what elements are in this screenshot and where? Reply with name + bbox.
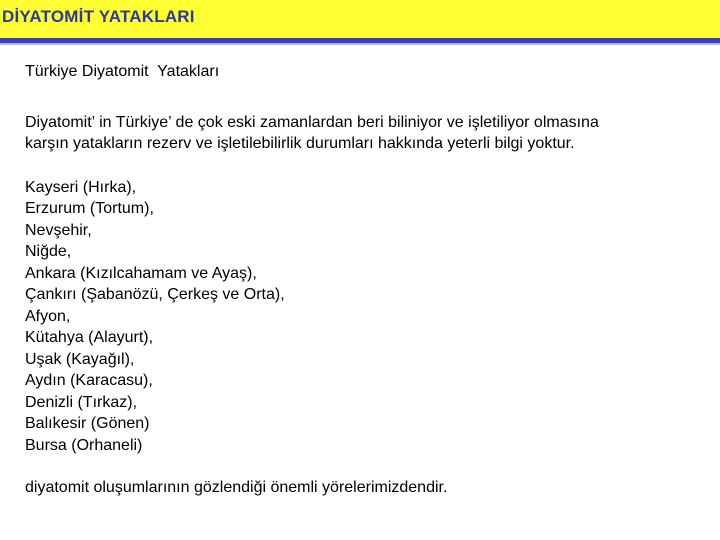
location-item: Denizli (Tırkaz), — [25, 393, 138, 411]
location-item: Niğde, — [25, 243, 72, 260]
location-item: Çankırı (Şabanözü, Çerkeş ve Orta), — [25, 286, 285, 303]
location-item: Erzurum (Tortum), — [25, 200, 154, 217]
location-item: Uşak (Kayağıl), — [25, 350, 135, 368]
section-subtitle: Türkiye Diyatomit Yatakları — [25, 63, 220, 80]
location-list — [25, 177, 705, 457]
intro-paragraph — [25, 112, 705, 155]
slide-content — [25, 61, 705, 499]
conclusion-text: diyatomit oluşumlarının gözlendiği önemli yörelerimizdendir. — [25, 479, 448, 496]
intro-line: karşın yatakların rezerv ve işletilebilirlik durumları hakkında yeterli bilgi yoktur. — [25, 135, 575, 152]
location-item: Aydın (Karacasu), — [25, 372, 153, 389]
title-underline-shadow — [0, 43, 720, 45]
location-item: Bursa (Orhaneli) — [25, 436, 143, 454]
location-item: Ankara (Kızılcahamam ve Ayaş), — [25, 264, 257, 282]
location-item: Afyon, — [25, 307, 71, 325]
slide-title: DİYATOMİT YATAKLARI — [2, 7, 195, 26]
location-item: Balıkesir (Gönen) — [25, 415, 150, 432]
intro-line: Diyatomit’ in Türkiye’ de çok eski zamanlardan beri biliniyor ve işletiliyor olmasına — [25, 113, 599, 131]
location-item: Nevşehir, — [25, 221, 92, 239]
title-bar — [0, 0, 720, 38]
location-item: Kütahya (Alayurt), — [25, 329, 154, 346]
location-item: Kayseri (Hırka), — [25, 178, 137, 196]
